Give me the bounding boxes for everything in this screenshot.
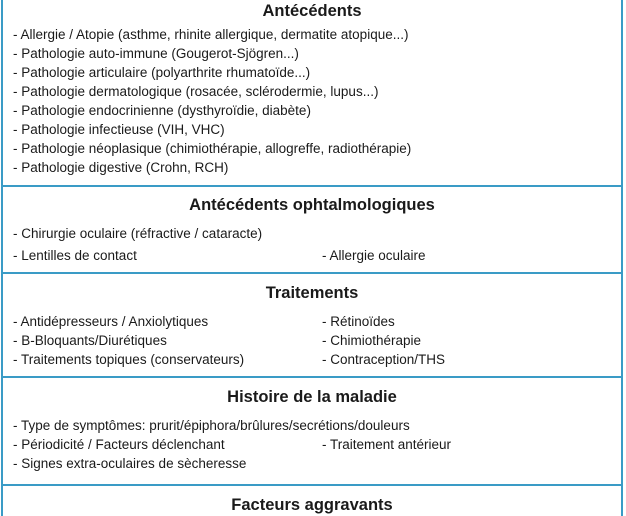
list-item: - Traitement antérieur — [322, 437, 452, 452]
section-divider — [1, 376, 623, 378]
table-border-left — [1, 0, 3, 516]
list-item: - B-Bloquants/Diurétiques — [13, 333, 167, 348]
list-item: - Pathologie auto-immune (Gougerot-Sjögren...) — [13, 46, 299, 61]
list-item: - Pathologie dermatologique (rosacée, sclérodermie, lupus...) — [13, 84, 379, 99]
section-title-histoire: Histoire de la maladie — [227, 388, 397, 406]
section-title-antecedents: Antécédents — [262, 2, 362, 20]
list-item: - Allergie / Atopie (asthme, rhinite allergique, dermatite atopique...) — [13, 27, 409, 42]
section-divider — [1, 272, 623, 274]
list-item: - Lentilles de contact — [13, 248, 137, 263]
list-item: - Signes extra-oculaires de sècheresse — [13, 456, 247, 471]
list-item: - Type de symptômes: prurit/épiphora/brûlures/secrétions/douleurs — [13, 418, 410, 433]
list-item: - Pathologie néoplasique (chimiothérapie, allogreffe, radiothérapie) — [13, 141, 412, 156]
list-item: - Rétinoïdes — [322, 314, 395, 329]
table-border-right — [621, 0, 623, 516]
list-item: - Pathologie articulaire (polyarthrite rhumatoïde...) — [13, 65, 311, 80]
list-item: - Chimiothérapie — [322, 333, 422, 348]
list-item: - Pathologie infectieuse (VIH, VHC) — [13, 122, 225, 137]
section-title-facteurs: Facteurs aggravants — [231, 496, 393, 514]
list-item: - Pathologie digestive (Crohn, RCH) — [13, 160, 229, 175]
list-item: - Pathologie endocrinienne (dysthyroïdie, diabète) — [13, 103, 311, 118]
list-item: - Allergie oculaire — [322, 248, 426, 263]
list-item: - Périodicité / Facteurs déclenchant — [13, 437, 225, 452]
list-item: - Contraception/THS — [322, 352, 446, 367]
section-title-ophtalmo: Antécédents ophtalmologiques — [189, 196, 435, 214]
list-item: - Chirurgie oculaire (réfractive / cataracte) — [13, 226, 263, 241]
section-title-traitements: Traitements — [265, 284, 359, 302]
section-divider — [1, 484, 623, 486]
section-divider — [1, 185, 623, 187]
list-item: - Antidépresseurs / Anxiolytiques — [13, 314, 209, 329]
list-item: - Traitements topiques (conservateurs) — [13, 352, 245, 367]
